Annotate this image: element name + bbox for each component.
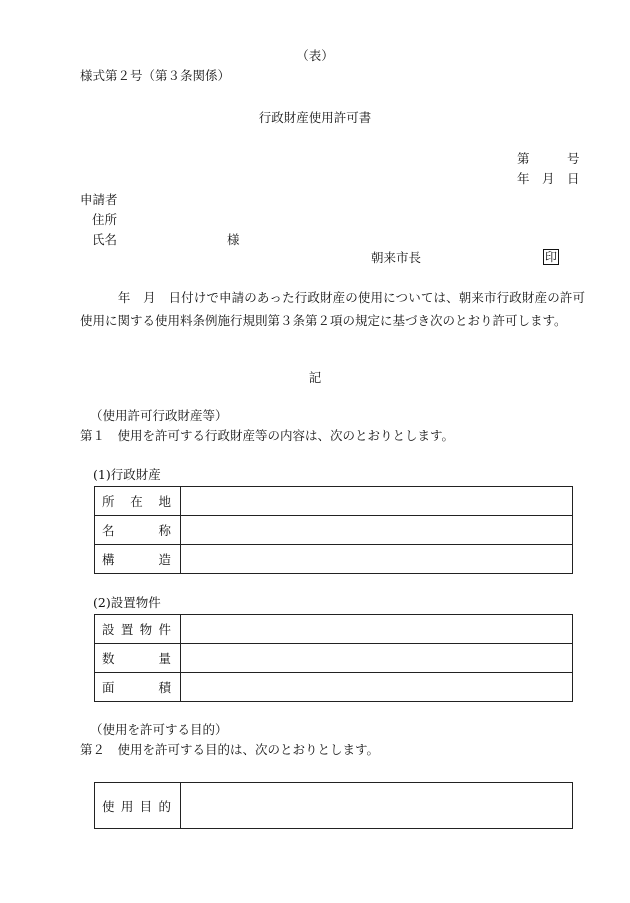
- table-row: [95, 783, 573, 829]
- form-number: 様式第２号（第３条関係）: [80, 68, 231, 83]
- page-title: 行政財産使用許可書: [258, 110, 372, 125]
- structure-field[interactable]: [181, 545, 573, 574]
- location-field[interactable]: [181, 487, 573, 516]
- address-label: 住所: [92, 212, 118, 227]
- area-field[interactable]: [181, 673, 573, 702]
- property-name-field[interactable]: [181, 516, 573, 545]
- label-name: 名 称: [102, 523, 171, 538]
- applicant-heading: 申請者: [80, 192, 118, 207]
- section2-caption: （使用を許可する目的）: [90, 722, 228, 737]
- label-area: 面 積: [102, 680, 171, 695]
- table-row: [95, 615, 573, 644]
- quantity-field[interactable]: [181, 644, 573, 673]
- label-quantity: 数 量: [102, 651, 171, 666]
- body-paragraph: 年 月 日付けで申請のあった行政財産の使用については、朝来市行政財産の許可使用に関する使用料条例施行規則第３条第２項の規定に基づき次のとおり許可します。: [80, 290, 585, 328]
- row-label: [95, 615, 181, 644]
- row-label: [95, 644, 181, 673]
- installation-field[interactable]: [181, 615, 573, 644]
- section1-caption: （使用許可行政財産等）: [90, 408, 228, 423]
- table-row: [95, 673, 573, 702]
- ki-heading: 記: [308, 370, 322, 385]
- label-location: 所 在 地: [102, 494, 171, 509]
- document-number: 第 号: [517, 151, 580, 166]
- seal-text: 印: [545, 250, 558, 264]
- honorific: 様: [227, 232, 240, 247]
- issue-date: 年 月 日: [517, 171, 580, 186]
- seal-mark: [543, 249, 559, 265]
- row-label: [95, 545, 181, 574]
- label-structure: 構 造: [102, 552, 171, 567]
- row-label: [95, 783, 181, 829]
- row-label: [95, 487, 181, 516]
- name-label: 氏名: [92, 232, 118, 247]
- row-label: [95, 516, 181, 545]
- table-row: [95, 644, 573, 673]
- front-mark: （表）: [296, 48, 334, 63]
- table1-title: (1)行政財産: [93, 467, 161, 482]
- label-installation: 設 置 物 件: [102, 622, 171, 637]
- table-row: [95, 516, 573, 545]
- purpose-field[interactable]: [181, 783, 573, 829]
- row-label: [95, 673, 181, 702]
- property-table: [94, 486, 573, 574]
- label-purpose: 使 用 目 的: [102, 798, 171, 814]
- section2-text: 第２ 使用を許可する目的は、次のとおりとします。: [80, 742, 380, 757]
- table2-title: (2)設置物件: [93, 595, 161, 610]
- table-row: [95, 545, 573, 574]
- section1-text: 第１ 使用を許可する行政財産等の内容は、次のとおりとします。: [80, 428, 455, 443]
- table-row: [95, 487, 573, 516]
- purpose-table: [94, 782, 573, 829]
- installation-table: [94, 614, 573, 702]
- issuer-name: 朝来市長: [371, 250, 422, 265]
